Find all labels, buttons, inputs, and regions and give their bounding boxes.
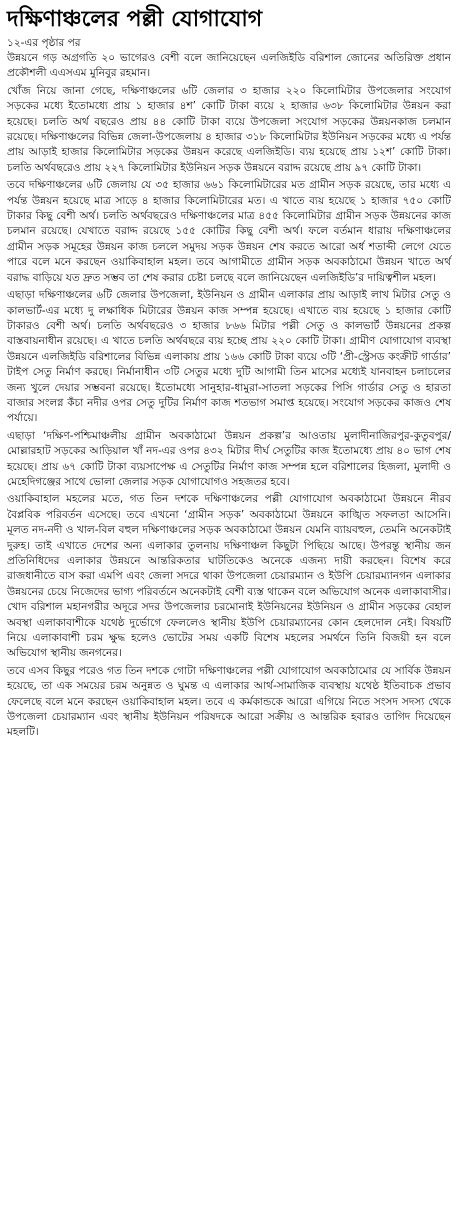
article-paragraph: এছাড়া দক্ষিণাঞ্চলের ৬টি জেলার উপজেলা, ইউনিয়ন ও গ্রামীন এলাকার প্রায় আড়াই লাখ মিটার সেতু ও কালভার্ট-এর মধ্যে দু লক্ষাধিক মিটারের উন্নয়ন কাজ সম্পন্ন হয়েছে। এখাতে ব্যয় হয়েছে ১ হাজার কোটি টাকারও বেশী অর্থ। চলতি অর্থবছরেও ৩ হাজার ৮৬৬ মিটার পল্লী সেতু ও কালভার্ট উন্নয়নের প্রকল্প বাস্তবায়নাধীন রয়েছে। এ খাতে চলতি অর্থবছরে ব্যয় হচ্ছে প্রায় ২২০ কোটি টাকা। গ্রামীণ যোগাযোগ ব্যবস্থা উন্নয়নে এলজিইডি বরিশালের বিভিন্ন এলাকায় প্রায় ১৬৬ কোটি টাকা ব্যয়ে ৩টি ‘প্রী-স্ট্রেসড কংক্রীট গার্ডার’ টাইপ সেতু নির্মাণ করছে। নির্মানাধীন ৩টি সেতুর মধ্যে দুটি আগামী তিন মাসের মধ্যেই যানবাহন চলাচলের জন্য খুলে দেয়ার সম্ভবনা রয়েছে। ইতোমধ্যে সানুহার-ধামুরা-সাতলা সড়কের পিসি গার্ডার সেতু ও হারতা বাজার সংলগ্ন কঁচা নদীর ওপর সেতু দুটির নির্মাণ কাজ শতভাগ সমাপ্ত হয়েছে। সংযোগ সড়কের কাজও শেষ পর্যায়ে। bbox=[7, 289, 451, 425]
article-headline: দক্ষিণাঞ্চলের পল্লী যোগাযোগ bbox=[7, 7, 263, 32]
article-paragraph: ওয়াকিবাহাল মহলের মতে, গত তিন দশকে দক্ষিণাঞ্চলের পল্লী যোগাযোগ অবকাঠামো উন্নয়নে নীরব বৈপ্লবিক পরিবর্তন এসেছে। তবে এখনো ‘গ্রামীন সড়ক’ অবকাঠামো উন্নয়নে কাঙ্খিত সফলতা আসেনি। মূলত নদ-নদী ও খাল-বিল বহুল দক্ষিণাঞ্চলের সড়ক অবকাঠামো উন্নয়ন যেমনি ব্যায়বহুল, তেমনি অনেকটাই দুরুহ। তাই এখাতে দেশের অন্য এলাকার তুলনায় দক্ষিণাঞ্চল কিছুটা পিছিয়ে আছে। উপরন্তু স্থানীয় জন প্রতিনিধিদের এলাকার উন্নয়নে আন্তরিকতার ঘাটতিকেও অনেকে এজন্য দায়ী করছেন। বিশেষ করে রাজধানীতে বাস করা এমপি এবং জেলা সদরে থাকা উপজেলা চেয়ারম্যান ও ইউপি চেয়ারম্যানগন এলাকার উন্নয়নের চেয়ে নিজেদের ভাগ্য পরিবর্তনে অনেকটাই বেশী ব্যস্ত থাকেন বলে অভিযোগ অনেক এলাকাবাসীর। খোদ বরিশাল মহানগরীর অদূরে সদর উপজেলার চরমোনাই ইউনিয়নের ইউনিয়ন ও গ্রামীন সড়কের বেহাল অবস্থা এলাকাবাশীকে যথেষ্ঠ দুর্ভোগে ফেললেও স্থানীয় ইউপি চেয়ারম্যানের কোন হেলদোল নেই। বিষয়টি নিয়ে এলাকাবাশী চরম ক্ষুদ্ধ হলেও ভোটের সময় একটি বিশেষ মহলের সমর্থনে তিনি বিজয়ী হন বলে অভিযোগ স্থানীয় জনগনের। bbox=[7, 493, 451, 660]
article-paragraph: খোঁজ নিয়ে জানা গেছে, দক্ষিণাঞ্চলের ৬টি জেলার ৩ হাজার ২২০ কিলোমিটার উপজেলার সংযোগ সড়কের মধ্যে ইতোমধ্যে প্রায় ১ হাজার ৪শ’ কোটি টাকা ব্যয়ে ২ হাজার ৬৩৮ কিলোমিটার উন্নয়ন করা হয়েছে। চলতি অর্থ বছরেও প্রায় ৪৪ কোটি টাকা ব্যয়ে উপজেলা সংযোগ সড়কের উন্নয়নকাজ চলমান রয়েছে। দক্ষিণাঞ্চলের বিভিন্ন জেলা-উপজেলায় ৪ হাজার ৩১৮ কিলোমিটার ইউনিয়ন সড়কের মধ্যে এ পর্যন্ত প্রায় আড়াই হাজার কিলোমিটার সড়কের উন্নয়ন করেছে এলজিইডি। ব্যয় হয়েছে প্রায় ১২শ’ কোটি টাকা। চলতি অর্থবছরেও প্রায় ২২৭ কিলোমিটার ইউনিয়ন সড়ক উন্নয়নে বরাদ্দ রয়েছে প্রায় ৯৭ কোটি টাকা। bbox=[7, 84, 451, 174]
article-body bbox=[7, 51, 451, 741]
article-paragraph: তবে এসব কিছুর পরেও গত তিন দশকে গোটা দক্ষিণাঞ্চলের পল্লী যোগাযোগ অবকাঠামোর যে সার্বিক উন্নয়ন হয়েছে, তা এক সময়ের চরম অনুন্নত ও ঘুমন্ত এ এলাকার আর্থ-সামাজিক ব্যবস্থায় যথেষ্ঠ ইতিবাচক প্রভাব ফেলেছে বলে মনে করছেন ওয়াকিবাহাল মহল। তবে এ কর্মকান্ডকে আরো এগিয়ে নিতে সংসদ সদস্য থেকে উপজেলা চেয়ারম্যান এবং স্থানীয় ইউনিয়ন পরিষদকে আরো সক্রীয় ও আন্তরিক হবারও তাগিদ দিয়েছেন মহলটি। bbox=[7, 664, 451, 739]
article-paragraph: উন্নয়নে গড় অগ্রগতি ২০ ভাগেরও বেশী বলে জানিয়েছেন এলজিইডি বরিশাল জোনের অতিরিক্ত প্রধান প্রকৌশলী এএসএম মুনিবুর রহমান। bbox=[7, 52, 451, 80]
article-paragraph: এছাড়া ‘দক্ষিণ-পশ্চিমাঞ্চলীয় গ্রামীন অবকাঠামো উন্নয়ন প্রকল্প’র আওতায় মুলাদীনাজিরপুর-কুতুবপুর/মোল্লারহাট সড়কের আড়িয়াল খাঁ নদ-এর ওপর ৪৩২ মিটার দীর্ঘ সেতুটির কাজ ইতোমধ্যে প্রায় ৪০ ভাগ শেষ হয়েছে। প্রায় ৬৭ কোটি টাকা ব্যয়সাপেক্ষ এ সেতুটির নির্মাণ কাজ সম্পন্ন হলে বরিশালের হিজলা, মুলাদী ও মেহেদিগঞ্জের সাথে ভোলা জেলার সড়ক যোগাযোগও সহজতর হবে। bbox=[7, 429, 451, 488]
article-paragraph: তবে দক্ষিণাঞ্চলের ৬টি জেলায় যে ৩৫ হাজার ৬৬১ কিলোমিটারের মত গ্রামীন সড়ক রয়েছে, তার মধ্যে এ পর্যন্ত উন্নয়ন হয়েছে মাত্র সাড়ে ৪ হাজার কিলোমিটারের মত। এ খাতে ব্যয় হয়েছে ১ হাজার ৭৫০ কোটি টাকার কিছু বেশী অর্থ। চলতি অর্থবছরেও দক্ষিণাঞ্চলের মাত্র ৪৫৫ কিলোমিটার গ্রামীন সড়ক উন্নয়নের কাজ চলমান রয়েছে। যেখাতে বরাদ্দ রয়েছে ১৫৫ কোটির কিছু বেশী অর্থ। ফলে বর্তমান ধারায় দক্ষিণাঞ্চলের গ্রামীন সড়ক সমূহের উন্নয়ন কাজ চললে সমুদয় সড়ক উন্নয়ন শেষ করতে আরো অর্ধ শতাব্দী লেগে যেতে পারে বলে মনে করছেন ওয়াকিবাহাল মহল। তবে আগামীতে গ্রামীন সড়ক অবকাঠামো উন্নয়ন খাতে অর্থ বরাদ্ধ বাড়িয়ে যত দ্রুত সম্ভব তা শেষ করার চেষ্টা চলছে বলে জানিয়েছেন এলজিইডি’র দায়িত্বশীল মহল। bbox=[7, 179, 451, 284]
continuation-note: ১২-এর পৃষ্ঠার পর bbox=[7, 37, 81, 49]
